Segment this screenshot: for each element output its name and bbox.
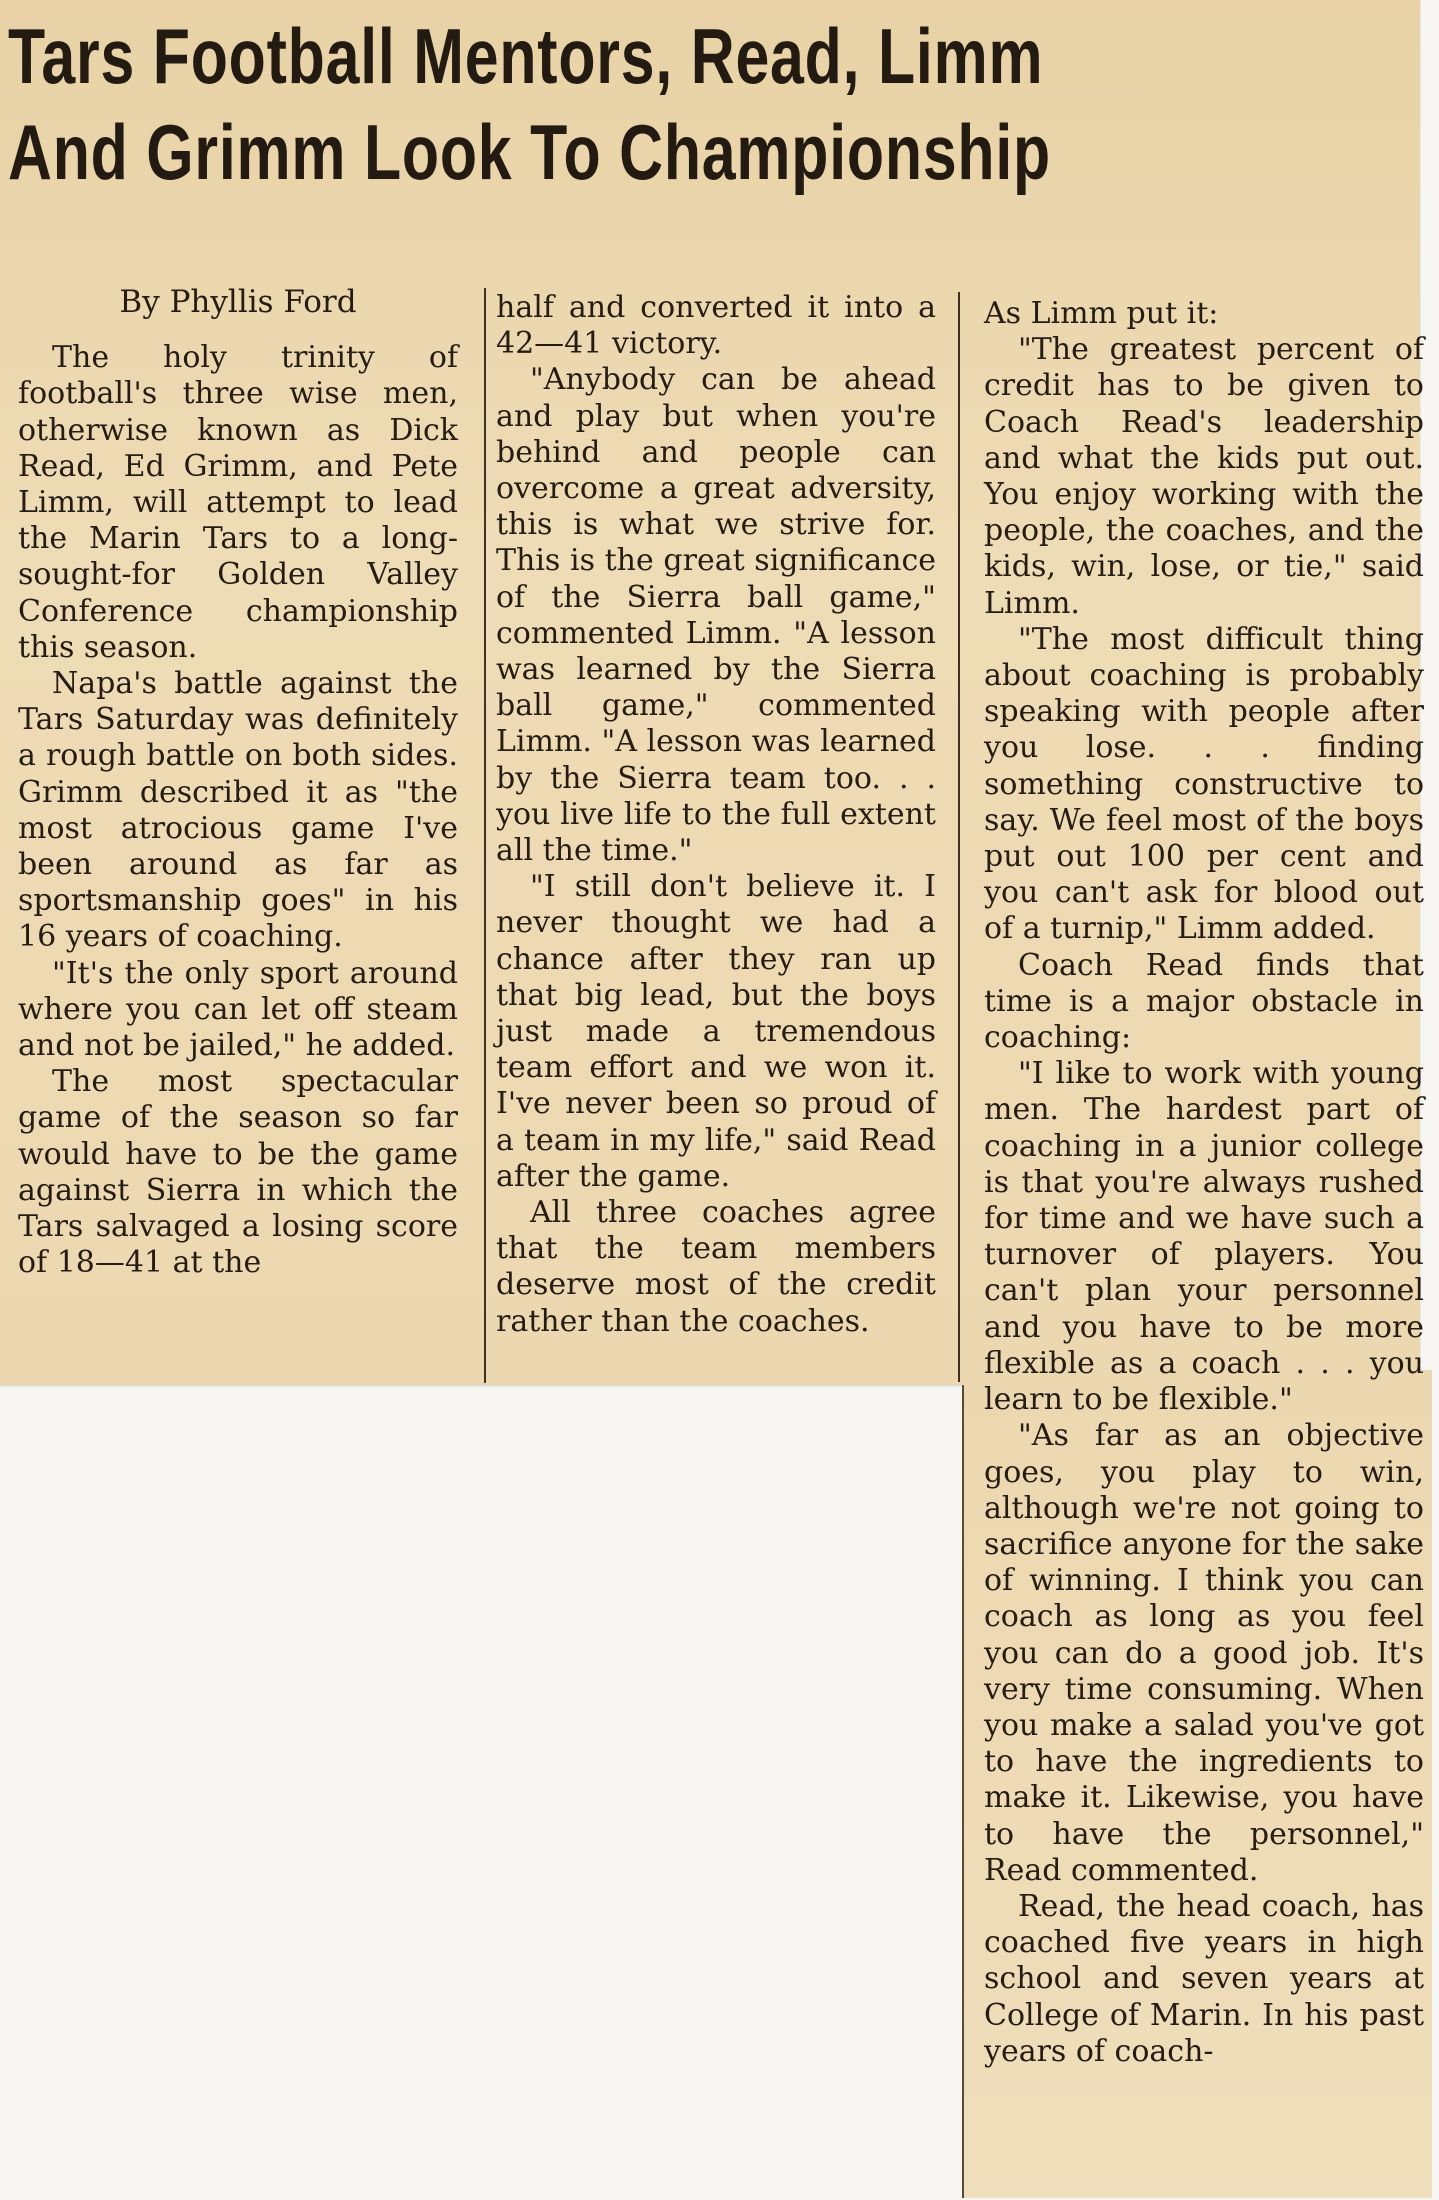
paragraph: "The most difficult thing about coaching is probably speaking with people after you lose. . . finding something constructive to say. We feel most of the boys put out 100 per cent and you can't ask for blood out of a turnip," Limm added. [984,621,1424,947]
paragraph: "It's the only sport around where you can let off steam and not be jailed," he added. [18,955,458,1064]
paragraph: Coach Read finds that time is a major obstacle in coaching: [984,947,1424,1056]
clipping-edge [962,1385,964,2198]
paragraph: "Anybody can be ahead and play but when you're behind and people can overcome a great adversity, this is what we strive for. This is the great significance of the Sierra ball game," commented Limm. "A lesson was learned by the Sierra ball game," commented Limm. "A lesson was learned by the Sierra team too. . . you live life to the full extent all the time." [496,362,936,869]
paragraph: "I like to work with young men. The hardest part of coaching in a junior college is that you're always rushed for time and we have such a turnover of players. You can't plan your personnel and you have to be more flexible as a coach . . . you learn to be flexible." [984,1056,1424,1418]
byline: By Phyllis Ford [119,284,357,320]
headline-line-2: And Grimm Look To Championship [8,108,1052,196]
column-divider-1 [484,288,486,1383]
column-divider-2 [958,292,960,1382]
paragraph: As Limm put it: [984,296,1219,331]
article-column-3 [984,296,1424,2070]
headline-line-1: Tars Football Mentors, Read, Limm [8,12,1044,100]
paragraph: All three coaches agree that the team members deserve most of the credit rather than the coaches. [496,1195,936,1339]
headline [8,8,1116,200]
paragraph: "As far as an objective goes, you play to win, although we're not going to sacrifice anyone for the sake of winning. I think you can coach as long as you feel you can do a good job. It's very time consuming. When you make a salad you've got to have the ingredients to make it. Likewise, you have to have the personnel," Read commented. [984,1418,1424,1888]
paragraph: "I still don't believe it. I never thought we had a chance after they ran up that big lead, but the boys just made a tremendous team effort and we won it. I've never been so proud of a team in my life," said Read after the game. [496,869,936,1194]
paragraph: Read, the head coach, has coached five years in high school and seven years at College of Marin. In his past years of coach- [984,1888,1424,2069]
paragraph: The most spectacular game of the season so far would have to be the game against Sierra in which the Tars salvaged a losing score of 18—41 at the [18,1064,458,1281]
article-column-2 [496,290,936,1340]
paragraph: The holy trinity of football's three wise men, otherwise known as Dick Read, Ed Grimm, and Pete Limm, will attempt to lead the Marin Tars to a long-sought-for Golden Valley Conference championship this season. [18,340,458,665]
paragraph: half and converted it into a 42—41 victory. [496,290,936,362]
paragraph: "The greatest percent of credit has to be given to Coach Read's leadership and what the kids put out. You enjoy working with the people, the coaches, and the kids, win, lose, or tie," said Limm. [984,332,1424,621]
article-column-1 [18,284,458,1281]
paragraph: Napa's battle against the Tars Saturday was definitely a rough battle on both sides. Grimm described it as "the most atrocious game I've been around as far as sportsmanship goes" in his 16 years of coaching. [18,666,458,955]
